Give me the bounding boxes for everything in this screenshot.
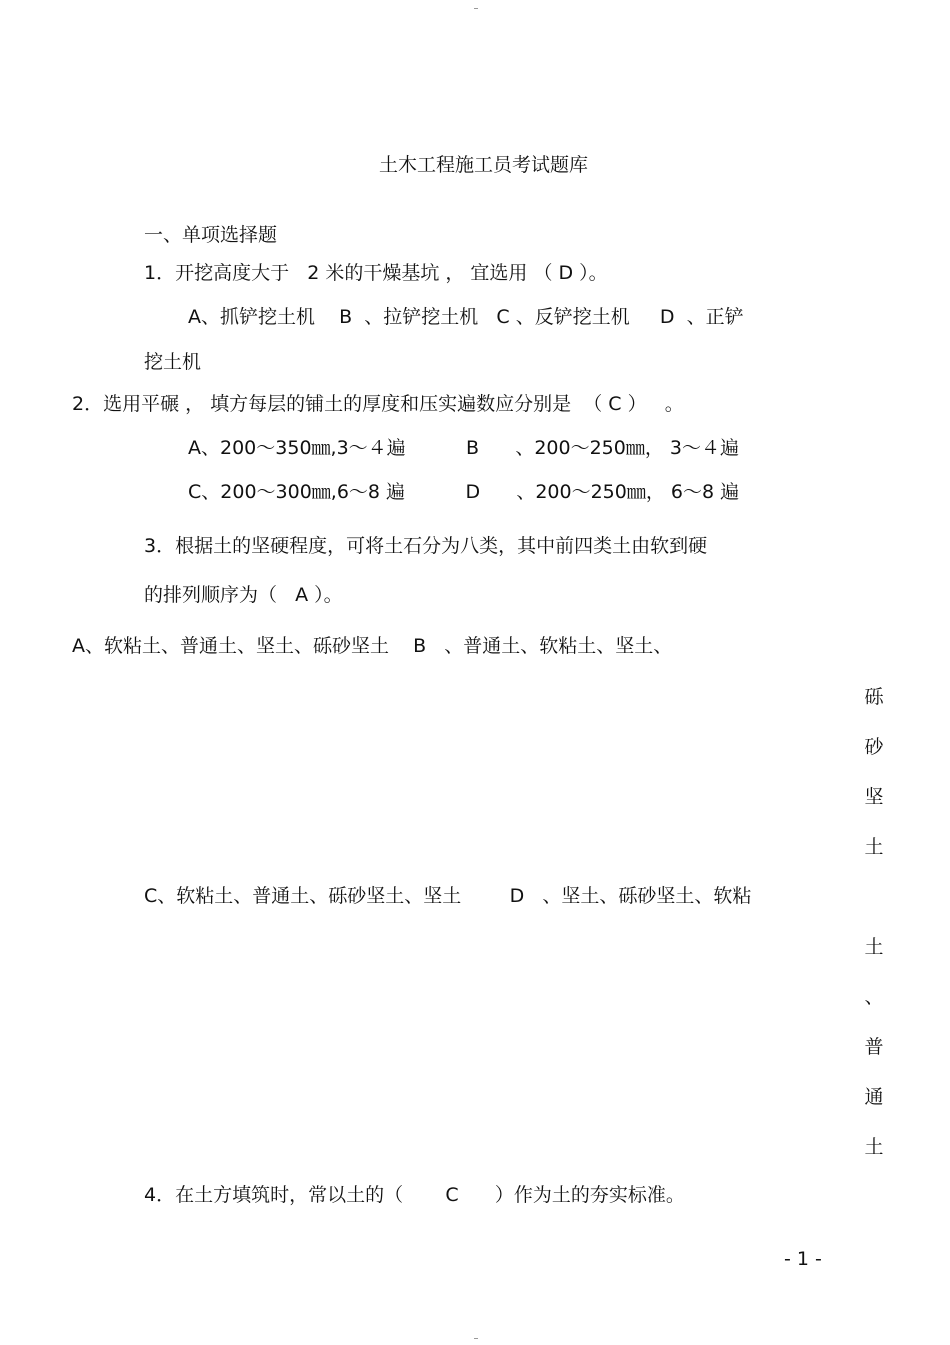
vertical-char: 、 [864,986,884,1008]
page-number: - 1 - [784,1248,822,1270]
vertical-char: 土 [864,1136,884,1158]
vertical-char: 土 [864,936,884,958]
page-title: 土木工程施工员考试题库 [379,154,589,176]
question-1-options: A、抓铲挖土机 B 、拉铲挖土机 C 、反铲挖土机 D 、正铲 [188,306,744,328]
section-heading: 一、单项选择题 [144,224,278,246]
question-3-options-ab: A、软粘土、普通土、坚土、砾砂坚土 B 、普通土、软粘土、坚土、 [72,635,673,657]
question-3: 3．根据土的坚硬程度，可将土石分为八类，其中前四类土由软到硬 [144,535,708,557]
top-center-mark [474,8,478,9]
vertical-char: 土 [864,836,884,858]
vertical-char: 砾 [864,686,884,708]
question-1-options-cont: 挖土机 [144,351,202,373]
question-2-options-cd: C、200～300㎜,6～8 遍 D 、200～250㎜， 6～8 遍 [188,481,740,503]
vertical-char: 砂 [864,736,884,758]
question-2: 2．选用平碾 ， 填方每层的铺土的厚度和压实遍数应分别是 （ C ） 。 [72,393,684,415]
bottom-center-mark [474,1338,478,1339]
vertical-char: 普 [864,1036,884,1058]
question-4: 4．在土方填筑时，常以土的（ C ）作为土的夯实标准。 [144,1184,685,1206]
vertical-char: 坚 [864,786,884,808]
question-3-cont: 的排列顺序为（ A ）。 [144,584,343,606]
question-1: 1．开挖高度大于 2 米的干燥基坑 ， 宜选用 （ D ）。 [144,262,608,284]
question-2-options-ab: A、200～350㎜,3～４遍 B 、200～250㎜， 3～４遍 [188,437,739,459]
vertical-char: 通 [864,1086,884,1108]
question-3-options-cd: C、软粘土、普通土、砾砂坚土、坚土 D 、坚土、砾砂坚土、软粘 [144,885,752,907]
